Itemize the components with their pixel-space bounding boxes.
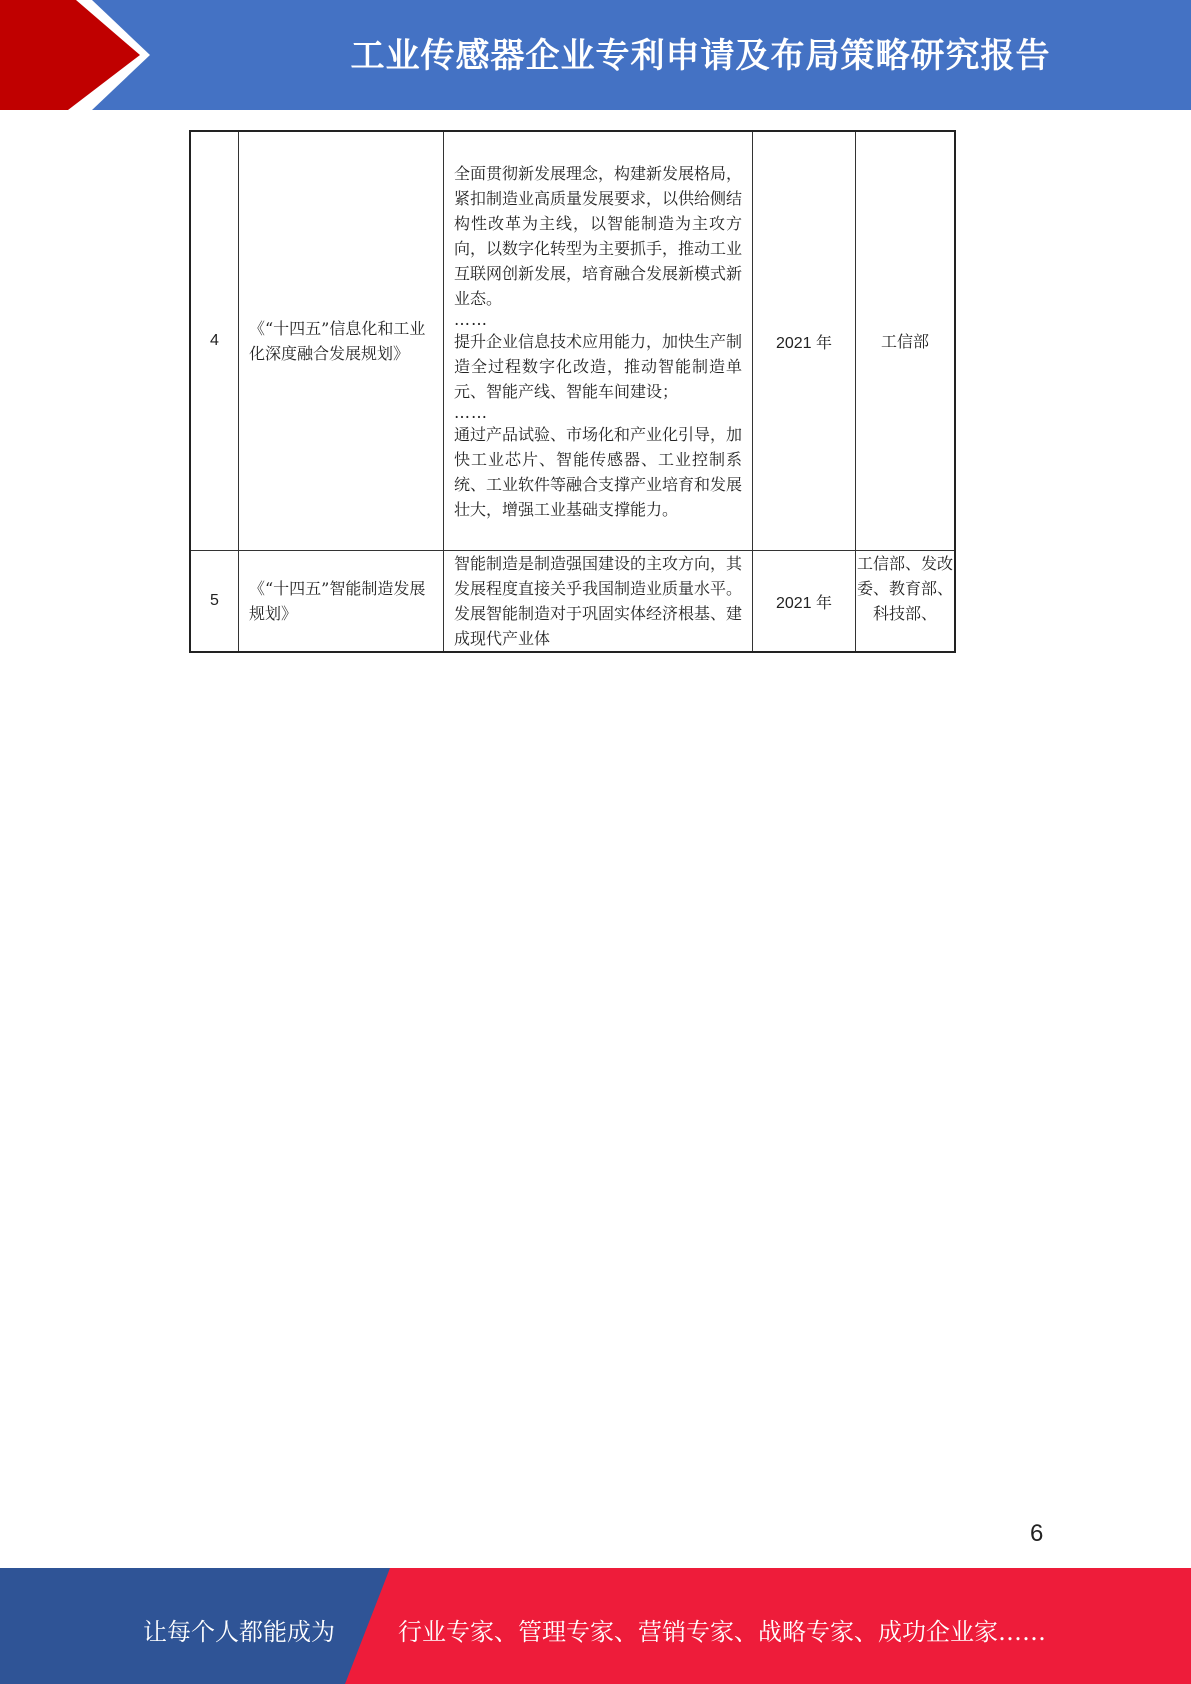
content-paragraph: 全面贯彻新发展理念，构建新发展格局，紧扣制造业高质量发展要求，以供给侧结构性改革为主线，以智能制造为主攻方向，以数字化转型为主要抓手，推动工业互联网创新发展，培育融合发展新模式新业态。	[454, 163, 743, 308]
header-chevron-arrow	[0, 0, 140, 110]
table-row	[190, 551, 955, 653]
policy-table	[189, 130, 956, 653]
ellipsis: ……	[454, 402, 488, 422]
footer-slogan-left: 让每个人都能成为	[143, 1618, 335, 1646]
policy-content	[444, 551, 753, 653]
policy-department: 工信部、发改委、教育部、科技部、	[856, 551, 956, 653]
footer-slogan-right: 行业专家、管理专家、营销专家、战略专家、成功企业家……	[398, 1618, 1046, 1646]
table-row	[190, 131, 955, 551]
row-number: 4	[190, 131, 239, 551]
content-paragraph: 通过产品试验、市场化和产业化引导，加快工业芯片、智能传感器、工业控制系统、工业软件等融合支撑产业培育和发展壮大，增强工业基础支撑能力。	[454, 424, 743, 519]
policy-year: 2021 年	[753, 551, 856, 653]
policy-name: 《“十四五”智能制造发展规划》	[239, 551, 444, 653]
content-paragraph: 提升企业信息技术应用能力，加快生产制造全过程数字化改造，推动智能制造单元、智能产线、智能车间建设；	[454, 331, 743, 401]
page-title: 工业传感器企业专利申请及布局策略研究报告	[350, 36, 1051, 76]
header-banner	[0, 0, 1191, 110]
policy-name: 《“十四五”信息化和工业化深度融合发展规划》	[239, 131, 444, 551]
policy-year: 2021 年	[753, 131, 856, 551]
page-number: 6	[1030, 1520, 1044, 1547]
footer-banner	[0, 1568, 1191, 1684]
row-number: 5	[190, 551, 239, 653]
policy-department: 工信部	[856, 131, 956, 551]
policy-content	[444, 131, 753, 551]
content-paragraph: 智能制造是制造强国建设的主攻方向，其发展程度直接关乎我国制造业质量水平。发展智能制造对于巩固实体经济根基、建成现代产业体	[454, 554, 743, 648]
ellipsis: ……	[454, 309, 488, 329]
